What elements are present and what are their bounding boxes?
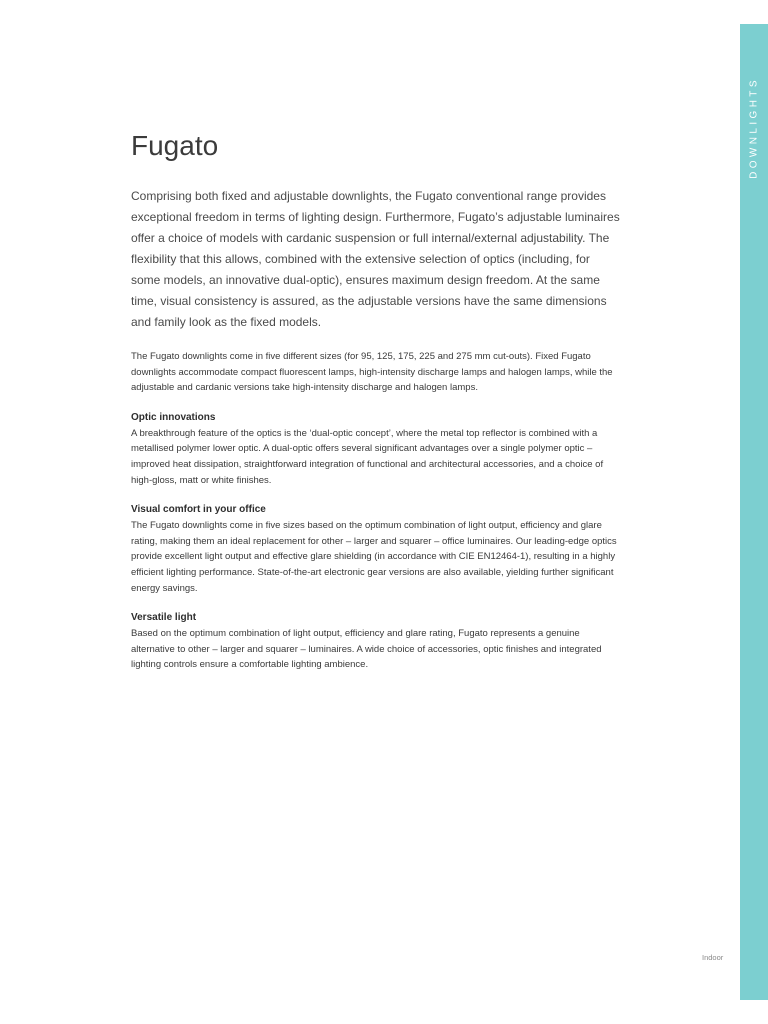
main-content	[131, 128, 621, 673]
section-body: A breakthrough feature of the optics is the ‘dual-optic concept’, where the metal top reflector is combined with a metallised polymer lower optic. A dual-optic offers several significant advantages over a single polymer optic – improved heat dissipation, straightforward integration of functional and architectural accessories, and a choice of high-gloss, matt or white finishes.	[131, 427, 604, 486]
section-versatile-light	[131, 610, 621, 673]
intro-paragraph: Comprising both fixed and adjustable downlights, the Fugato conventional range provides exceptional freedom in terms of lighting design. Furthermore, Fugato’s adjustable luminaires offer a choice of models with cardanic suspension or full internal/external adjustability. The flexibility that this allows, combined with the extensive selection of optics (including, for some models, an innovative dual-optic), ensures maximum design freedom. At the same time, visual consistency is assured, as the adjustable versions have the same dimensions and family look as the fixed models.	[131, 189, 620, 329]
section-body: Based on the optimum combination of light output, efficiency and glare rating, Fugato represents a genuine alternative to other – larger and squarer – luminaires. A wide choice of accessories, optic finishes and integrated lighting controls ensure a comfortable lighting ambience.	[131, 628, 602, 671]
page-title: Fugato	[131, 130, 219, 161]
footer-category-label: Indoor	[702, 953, 724, 962]
summary-paragraph: The Fugato downlights come in five different sizes (for 95, 125, 175, 225 and 275 mm cut-outs). Fixed Fugato downlights accommodate compact fluorescent lamps, high-intensity discharge lamps and halogen lamps, while the adjustable and cardanic versions take high-intensity discharge and halogen lamps.	[131, 351, 613, 394]
section-heading: Visual comfort in your office	[131, 504, 266, 516]
side-tab-label: DOWNLIGHTS	[748, 77, 760, 179]
section-optic-innovations	[131, 410, 621, 488]
section-heading: Versatile light	[131, 612, 197, 624]
section-heading: Optic innovations	[131, 411, 216, 423]
section-visual-comfort	[131, 502, 621, 596]
section-body: The Fugato downlights come in five sizes based on the optimum combination of light output, efficiency and glare rating, making them an ideal replacement for other – larger and squarer – office luminaires. Our leading-edge optics provide excellent light output and effective glare shielding (in accordance with CIE EN12464-1), resulting in a highly efficient lighting performance. State-of-the-art electronic gear versions are also available, yielding further significant energy savings.	[131, 520, 617, 594]
